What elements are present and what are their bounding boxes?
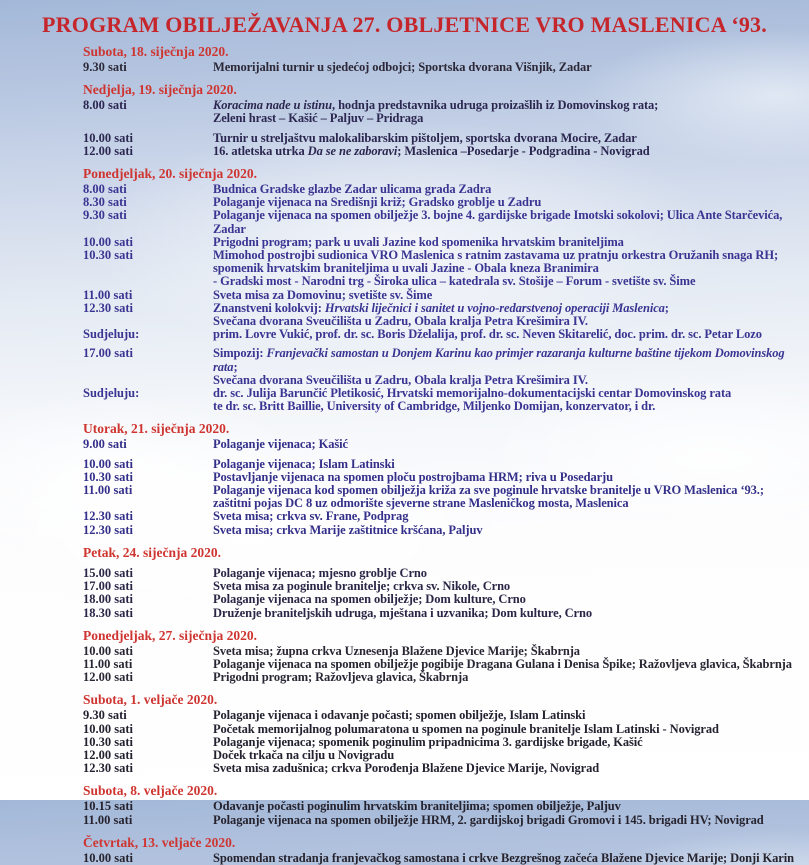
event-description bbox=[213, 209, 799, 235]
page-title: PROGRAM OBILJEŽAVANJA 27. OBLJETNICE VRO MASLENICA ‘93. bbox=[42, 12, 767, 37]
event-description bbox=[213, 249, 799, 289]
event-description bbox=[213, 524, 799, 537]
schedule-section bbox=[10, 692, 799, 775]
event-time: 11.00 sati bbox=[83, 656, 133, 671]
event-description bbox=[213, 99, 799, 125]
event-description bbox=[213, 347, 799, 387]
event-row bbox=[10, 387, 799, 413]
section-date-header: Ponedjeljak, 27. siječnja 2020. bbox=[83, 627, 257, 643]
event-description-line: - Gradski most - Narodni trg - Široka ulica – katedrala sv. Stošije – Forum - svetište sv. Šime bbox=[213, 274, 696, 289]
event-time: 9.30 sati bbox=[83, 208, 127, 223]
event-time: 17.00 sati bbox=[83, 579, 133, 594]
event-description bbox=[213, 387, 799, 413]
event-time: Sudjeluju: bbox=[83, 386, 140, 401]
event-time: 9.00 sati bbox=[83, 437, 127, 452]
event-description-line: dr. sc. Julija Barunčić Pletikosić, Hrvatski memorijalno-dokumentacijski centar Domovinskog rata bbox=[213, 386, 732, 401]
event-description-line: Polaganje vijenaca na Središnji križ; Gradsko groblje u Zadru bbox=[213, 195, 542, 210]
event-description-line: Polaganje vijenaca; Islam Latinski bbox=[213, 456, 395, 471]
event-time: 9.30 sati bbox=[83, 708, 127, 723]
event-description-line: Polaganje vijenaca na spomen obilježje 3. bojne 4. gardijske brigade Imotski sokolovi; Ulica Ante Starčevića, Zadar bbox=[213, 208, 783, 236]
schedule-section bbox=[10, 44, 799, 74]
event-time: 12.30 sati bbox=[83, 509, 133, 524]
event-description bbox=[213, 438, 799, 451]
event-row bbox=[10, 762, 799, 775]
event-time: 18.30 sati bbox=[83, 605, 133, 620]
schedule-section bbox=[10, 82, 799, 158]
event-time: 12.00 sati bbox=[83, 747, 133, 762]
event-time: 12.30 sati bbox=[83, 300, 133, 315]
event-time: 11.00 sati bbox=[83, 483, 133, 498]
event-description bbox=[213, 145, 799, 158]
event-description bbox=[213, 61, 799, 74]
event-description bbox=[213, 852, 799, 865]
event-description bbox=[213, 328, 799, 341]
event-description-line: Svečana dvorana Sveučilišta u Zadru, Obala kralja Petra Krešimira IV. bbox=[213, 314, 588, 329]
event-description-line: prim. Lovre Vukić, prof. dr. sc. Boris Dželalija, prof. dr. sc. Neven Skitarelić, doc. prim. dr. sc. Petar Lozo bbox=[213, 327, 762, 342]
event-description-line: Turnir u streljaštvu malokalibarskim pištoljem, sportska dvorana Mocire, Zadar bbox=[213, 130, 637, 145]
event-time: 17.00 sati bbox=[83, 346, 133, 361]
event-row bbox=[10, 249, 799, 289]
event-time: 10.00 sati bbox=[83, 643, 133, 658]
schedule-section bbox=[10, 628, 799, 685]
event-description-line: 16. atletska utrka Da se ne zaboravi; Maslenica –Posedarje - Podgradina - Novigrad bbox=[213, 143, 650, 158]
event-row bbox=[10, 145, 799, 158]
event-description-line: Budnica Gradske glazbe Zadar ulicama grada Zadra bbox=[213, 182, 492, 197]
event-row bbox=[10, 671, 799, 684]
event-row bbox=[10, 736, 799, 749]
event-time: 9.30 sati bbox=[83, 60, 127, 74]
event-description bbox=[213, 607, 799, 620]
event-time: Sudjeluju: bbox=[83, 327, 140, 342]
event-row bbox=[10, 209, 799, 235]
event-description-line: Odavanje počasti poginulim hrvatskim braniteljima; spomen obilježje, Paljuv bbox=[213, 799, 621, 814]
event-description-line: Polaganje vijenaca i odavanje počasti; spomen obilježje, Islam Latinski bbox=[213, 708, 586, 723]
section-date-header: Utorak, 21. siječnja 2020. bbox=[83, 421, 230, 437]
event-description bbox=[213, 762, 799, 775]
event-description-line: Prigodni program; Ražovljeva glavica, Škabrnja bbox=[213, 670, 469, 685]
event-time: 11.00 sati bbox=[83, 812, 133, 827]
schedule-section bbox=[10, 783, 799, 826]
event-time: 10.30 sati bbox=[83, 469, 133, 484]
event-description-line: Polaganje vijenaca na spomen obilježje HRM, 2. gardijskoj brigadi Gromovi i 145. brigadi HV; Novigrad bbox=[213, 812, 764, 827]
event-time: 10.00 sati bbox=[83, 130, 133, 145]
event-description-line: Memorijalni turnir u sjedećoj odbojci; Sportska dvorana Višnjik, Zadar bbox=[213, 60, 592, 74]
event-time: 10.00 sati bbox=[83, 456, 133, 471]
event-description-line: Postavljanje vijenaca na spomen ploču postrojbama HRM; riva u Posedarju bbox=[213, 469, 613, 484]
event-description-line: Sveta misa; crkva sv. Frane, Podprag bbox=[213, 509, 409, 524]
event-description-line: Svečana dvorana Sveučilišta u Zadru, Obala kralja Petra Krešimira IV. bbox=[213, 372, 588, 387]
event-description-line: Početak memorijalnog polumaratona u spomen na poginule branitelje Islam Latinski - Novigrad bbox=[213, 721, 719, 736]
event-description-line: Polaganje vijenaca; Kašić bbox=[213, 437, 348, 452]
event-time: 10.00 sati bbox=[83, 234, 133, 249]
program-schedule bbox=[10, 44, 799, 865]
event-description-line: Koracima nade u istinu, hodnja predstavnika udruga proizašlih iz Domovinskog rata; bbox=[213, 98, 659, 113]
event-row bbox=[10, 438, 799, 451]
event-description-line: Simpozij: Franjevački samostan u Donjem Karinu kao primjer razaranja kulturne baštine tijekom Domovinskog rata; bbox=[213, 346, 785, 374]
event-description-line: Sveta misa; crkva Marije zaštitnice kršćana, Paljuv bbox=[213, 522, 483, 537]
event-time: 11.00 sati bbox=[83, 287, 133, 302]
event-description-line: Druženje braniteljskih udruga, mještana i uzvanika; Dom kulture, Crno bbox=[213, 605, 592, 620]
section-date-header: Nedjelja, 19. siječnja 2020. bbox=[83, 82, 237, 98]
event-time: 15.00 sati bbox=[83, 565, 133, 580]
event-description bbox=[213, 302, 799, 328]
event-row bbox=[10, 814, 799, 827]
event-description-line: Polaganje vijenaca na spomen obilježje pogibije Dragana Gulana i Denisa Špike; Ražovljeva glavica, Škabrnja bbox=[213, 656, 792, 671]
event-description bbox=[213, 484, 799, 510]
event-row bbox=[10, 61, 799, 74]
event-time: 10.00 sati bbox=[83, 850, 133, 865]
event-row bbox=[10, 99, 799, 125]
event-description-line: Sveta misa; župna crkva Uznesenja Blažene Djevice Marije; Škabrnja bbox=[213, 643, 580, 658]
event-description-line: Mimohod postrojbi sudionica VRO Maslenica s ratnim zastavama uz pratnju orkestra Oružanih snaga RH; bbox=[213, 248, 779, 263]
event-description-line: spomenik hrvatskim braniteljima u uvali Jazine - Obala kneza Branimira bbox=[213, 261, 599, 276]
event-description-line: Polaganje vijenaca; mjesno groblje Crno bbox=[213, 565, 427, 580]
event-row bbox=[10, 328, 799, 341]
event-description-line: zaštitni pojas DC 8 uz odmorište sjeverne strane Masleničkog mosta, Maslenica bbox=[213, 496, 629, 511]
section-date-header: Subota, 1. veljače 2020. bbox=[83, 692, 218, 708]
event-time: 10.30 sati bbox=[83, 734, 133, 749]
event-description-line: Prigodni program; park u uvali Jazine kod spomenika hrvatskim braniteljima bbox=[213, 234, 624, 249]
schedule-section bbox=[10, 166, 799, 413]
event-row bbox=[10, 484, 799, 510]
event-row bbox=[10, 852, 799, 865]
event-row bbox=[10, 607, 799, 620]
section-date-header: Ponedjeljak, 20. siječnja 2020. bbox=[83, 166, 257, 182]
event-row bbox=[10, 347, 799, 387]
schedule-section bbox=[10, 835, 799, 865]
event-row bbox=[10, 524, 799, 537]
event-time: 10.30 sati bbox=[83, 248, 133, 263]
event-time: 12.00 sati bbox=[83, 670, 133, 685]
schedule-section bbox=[10, 421, 799, 536]
section-date-header: Petak, 24. siječnja 2020. bbox=[83, 544, 221, 560]
event-time: 10.15 sati bbox=[83, 799, 133, 814]
event-description-line: Polaganje vijenaca na spomen obilježje; Dom kulture, Crno bbox=[213, 592, 526, 607]
event-description-line: Sveta misa za poginule branitelje; crkva sv. Nikole, Crno bbox=[213, 579, 511, 594]
section-date-header: Subota, 18. siječnja 2020. bbox=[83, 44, 229, 59]
event-description-line: te dr. sc. Britt Baillie, University of Cambridge, Miljenko Domijan, konzervator, i dr. bbox=[213, 399, 656, 414]
event-description-line: Zeleni hrast – Kašić – Paljuv – Pridraga bbox=[213, 111, 424, 126]
event-time: 8.30 sati bbox=[83, 195, 127, 210]
event-description bbox=[213, 671, 799, 684]
event-time: 18.00 sati bbox=[83, 592, 133, 607]
event-row bbox=[10, 302, 799, 328]
event-description-line: Sveta misa zadušnica; crkva Porođenja Blažene Djevice Marije, Novigrad bbox=[213, 761, 600, 776]
event-time: 12.30 sati bbox=[83, 761, 133, 776]
event-description-line: Sveta misa za Domovinu; svetište sv. Šime bbox=[213, 287, 433, 302]
section-date-header: Subota, 8. veljače 2020. bbox=[83, 783, 218, 799]
event-time: 8.00 sati bbox=[83, 98, 127, 113]
event-description-line: Polaganje vijenaca; spomenik poginulim pripadnicima 3. gardijske brigade, Kašić bbox=[213, 734, 643, 749]
event-description-line: Doček trkača na cilju u Novigradu bbox=[213, 747, 395, 762]
event-description-line: Spomendan stradanja franjevačkog samostana i crkve Bezgrešnog začeća Blažene Djevice Marije; Donji Karin bbox=[213, 850, 794, 865]
schedule-section bbox=[10, 545, 799, 620]
event-description bbox=[213, 814, 799, 827]
event-time: 8.00 sati bbox=[83, 182, 127, 197]
event-description-line: Polaganje vijenaca kod spomen obilježja križa za sve poginule hrvatske branitelje u VRO Maslenica ‘93.; bbox=[213, 483, 764, 498]
event-description-line: Znanstveni kolokvij: Hrvatski liječnici i sanitet u vojno-redarstvenoj operaciji Maslenica; bbox=[213, 300, 669, 315]
event-time: 12.30 sati bbox=[83, 522, 133, 537]
event-time: 12.00 sati bbox=[83, 143, 133, 158]
event-time: 10.00 sati bbox=[83, 721, 133, 736]
section-date-header: Četvrtak, 13. veljače 2020. bbox=[83, 834, 236, 850]
